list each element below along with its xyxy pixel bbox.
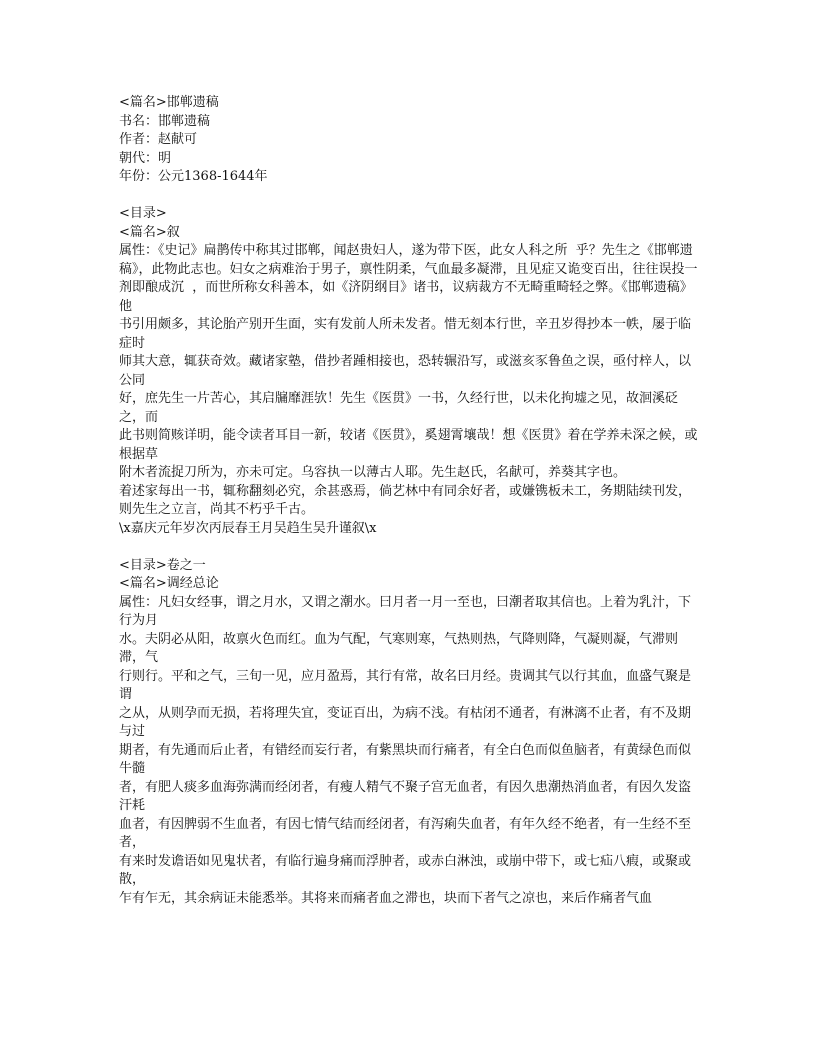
preface-title: <篇名>叙 (119, 224, 180, 240)
preface-line: 剂即酿成沉 ，而世所称女科善本，如《济阴纲目》诸书，议病裁方不无畸重畸轻之弊。《邯郸遗稿》他 (119, 280, 693, 314)
book-author: 作者：赵献可 (119, 132, 198, 147)
spacer (119, 538, 703, 557)
book-header (119, 94, 703, 187)
preface-line: 稿》，此物此志也。妇女之病难治于男子，禀性阴柔，气血最多凝滞，且见症又诡变百出，往往误投一 (119, 261, 698, 277)
preface-line: 着述家每出一书，辄称翻刻必究，余甚惑焉，倘艺林中有同余好者，或嫌镌板未工，务期陆续刊发， (119, 483, 692, 499)
preface-line: 则先生之立言，尚其不朽乎千古。 (119, 502, 315, 517)
chapter-toc-heading: <目录>卷之一 (119, 557, 206, 573)
book-years: 年份：公元1368-1644年 (119, 169, 268, 184)
preface-line: 师其大意，辄获奇效。藏诸家塾，借抄者踵相接也，恐转辗沿写，或滋亥豕鲁鱼之误，亟付梓人，以公同 (119, 354, 692, 388)
preface-line: 好，庶先生一片苦心，其启牖靡涯欤！先生《医贯》一书，久经行世，以未化拘墟之见，故洄溪砭之，而 (119, 391, 679, 425)
preface-line: 书引用颇多，其论胎产别开生面，实有发前人所未发者。惜无刻本行世，辛丑岁得抄本一帙，屡于临症时 (119, 317, 692, 351)
chapter-line: 有来时发谵语如见鬼状者，有临行遍身痛而浮肿者，或赤白淋浊，或崩中带下，或七疝八瘕，或聚或散， (119, 853, 692, 887)
book-dynasty: 朝代：明 (119, 150, 172, 166)
chapter-line: 期者，有先通而后止者，有错经而妄行者，有紫黑块而行痛者，有全白色而似鱼脑者，有黄绿色而似牛髓 (119, 742, 692, 776)
chapter-line: 水。夫阴必从阳，故禀火色而红。血为气配，气寒则寒，气热则热，气降则降，气凝则凝，气滞则滞，气 (119, 631, 679, 665)
chapter-line: 者，有肥人痰多血海弥满而经闭者，有瘦人精气不聚子宫无血者，有因久患潮热消血者，有因久发盗汗耗 (119, 779, 692, 813)
preface-line: 此书则简赅详明，能令读者耳目一新，较诸《医贯》，奚翅霄壤哉！想《医贯》着在学养未深之候，或根据草 (119, 428, 698, 462)
chapter-line: 血者，有因脾弱不生血者，有因七情气结而经闭者，有泻痢失血者，有年久经不绝者，有一生经不至者， (119, 816, 692, 850)
preface-signature: \x嘉庆元年岁次丙辰春王月吴趋生吴升谨叙\x (119, 520, 377, 536)
chapter-title: <篇名>调经总论 (119, 576, 219, 591)
chapter-line: 之从，从则孕而无损，若将理失宜，变证百出，为病不浅。有枯闭不通者，有淋漓不止者，有不及期与过 (119, 705, 692, 739)
chapter-one-section (119, 557, 703, 909)
book-title-heading: <篇名>邯郸遗稿 (119, 95, 219, 110)
chapter-line: 属性：凡妇女经事，谓之月水，又谓之潮水。曰月者一月一至也，曰潮者取其信也。上着为乳汁，下行为月 (119, 594, 692, 628)
spacer (119, 187, 703, 206)
document-page (119, 94, 703, 908)
preface-line: 附木者流捉刀所为，亦未可定。乌容执一以薄古人耶。先生赵氏，名献可，养葵其字也。 (119, 465, 627, 480)
chapter-line: 行则行。平和之气，三旬一见，应月盈焉，其行有常，故名曰月经。贵调其气以行其血，血盛气聚是谓 (119, 668, 692, 702)
preface-section (119, 205, 703, 538)
book-name: 书名：邯郸遗稿 (119, 113, 211, 129)
preface-toc-heading: <目录> (119, 206, 167, 221)
chapter-line: 乍有乍无，其余病证未能悉举。其将来而痛者血之滞也，块而下者气之凉也，来后作痛者气血 (119, 890, 653, 906)
preface-line: 属性：《史记》扁鹊传中称其过邯郸，闻赵贵妇人，遂为带下医，此女人科之所 乎？先生之《邯郸遗 (119, 243, 693, 258)
